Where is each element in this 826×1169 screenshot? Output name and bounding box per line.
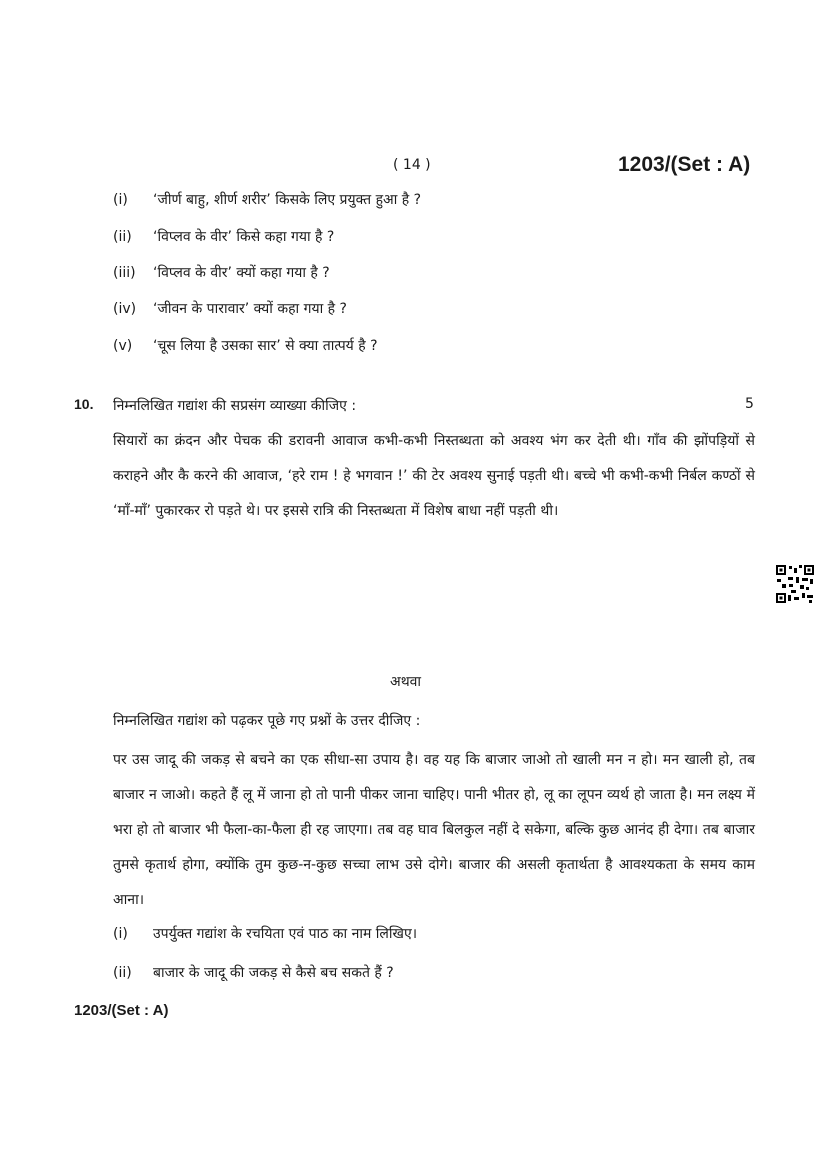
- q9-subpart-iv: [113, 299, 347, 318]
- subpart-number: (ii): [113, 965, 132, 981]
- question-number: 10.: [74, 396, 94, 412]
- q9-subpart-ii: [113, 227, 334, 246]
- q9-subpart-i: [113, 190, 421, 209]
- athava-heading: अथवा: [390, 674, 422, 690]
- subpart-text: उपर्युक्त गद्यांश के रचयिता एवं पाठ का नाम लिखिए।: [153, 926, 418, 942]
- question-marks: 5: [745, 396, 754, 412]
- subpart-text: ‘विप्लव के वीर’ क्यों कहा गया है ?: [153, 265, 330, 281]
- subpart-text: ‘चूस लिया है उसका सार’ से क्या तात्पर्य है ?: [153, 338, 378, 354]
- subpart-number: (i): [113, 926, 128, 942]
- subpart-text: ‘जीर्ण बाहु, शीर्ण शरीर’ किसके लिए प्रयुक्त हुआ है ?: [153, 192, 422, 208]
- subpart-number: (v): [113, 338, 133, 354]
- set-code-footer: 1203/(Set : A): [74, 1002, 169, 1019]
- athava-subpart-i: [113, 924, 417, 943]
- q9-subpart-v: [113, 336, 378, 355]
- set-code-header: 1203/(Set : A): [618, 153, 751, 176]
- q10-passage: सियारों का क्रंदन और पेचक की डरावनी आवाज कभी-कभी निस्तब्धता को अवश्य भंग कर देती थी। गाँव की झोंपड़ियों से कराहने और कै करने की आवाज, ‘हरे राम ! हे भगवान !’ की टेर अवश्य सुनाई पड़ती थी। बच्चे भी कभी-कभी निर्बल कण्ठों से ‘माँ-माँ’ पुकारकर रो पड़ते थे। पर इससे रात्रि की निस्तब्धता में विशेष बाधा नहीं पड़ती थी।: [113, 433, 755, 519]
- subpart-text: ‘विप्लव के वीर’ किसे कहा गया है ?: [153, 229, 335, 245]
- athava-passage: पर उस जादू की जकड़ से बचने का एक सीधा-सा उपाय है। वह यह कि बाजार जाओ तो खाली मन न हो। मन खाली हो, तब बाजार न जाओ। कहते हैं लू में जाना हो तो पानी पीकर जाना चाहिए। पानी भीतर हो, लू का लूपन व्यर्थ हो जाता है। मन लक्ष्य में भरा हो तो बाजार भी फैला-का-फैला ही रह जाएगा। तब वह घाव बिलकुल नहीं दे सकेगा, बल्कि कुछ आनंद ही देगा। तब बाजार तुमसे कृतार्थ होगा, क्योंकि तुम कुछ-न-कुछ सच्चा लाभ उसे दोगे। बाजार की असली कृतार्थता है आवश्यकता के समय काम आना।: [113, 752, 755, 908]
- athava-instruction: निम्नलिखित गद्यांश को पढ़कर पूछे गए प्रश्नों के उत्तर दीजिए :: [113, 713, 421, 729]
- subpart-text: ‘जीवन के पारावार’ क्यों कहा गया है ?: [153, 301, 347, 317]
- q9-subpart-iii: [113, 263, 330, 282]
- subpart-number: (i): [113, 192, 128, 208]
- subpart-number: (ii): [113, 229, 132, 245]
- athava-subpart-ii: [113, 963, 394, 982]
- subpart-number: (iv): [113, 301, 137, 317]
- qr-code-icon: [776, 565, 814, 603]
- question-instruction: निम्नलिखित गद्यांश की सप्रसंग व्याख्या कीजिए :: [113, 398, 357, 414]
- page-number: ( 14 ): [393, 157, 431, 173]
- subpart-number: (iii): [113, 265, 136, 281]
- subpart-text: बाजार के जादू की जकड़ से कैसे बच सकते हैं ?: [153, 965, 394, 981]
